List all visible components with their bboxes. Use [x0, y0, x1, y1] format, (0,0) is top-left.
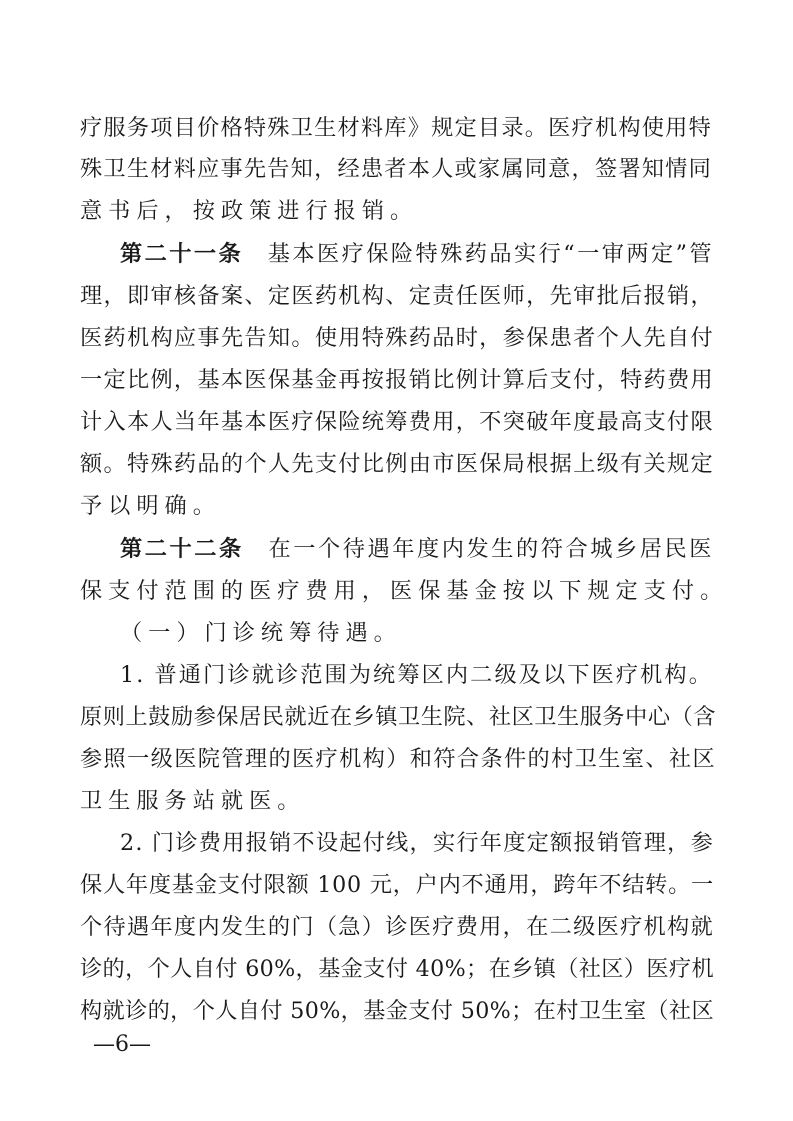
line-text: 个待遇年度内发生的门（急）诊医疗费用，在二级医疗机构就 [80, 914, 714, 940]
line-text: 卫生服务站就医。 [80, 788, 306, 814]
line-text: 原则上鼓励参保居民就近在乡镇卫生院、社区卫生服务中心（含 [80, 704, 716, 730]
text-line [80, 741, 716, 777]
line-text: 殊卫生材料应事先告知，经患者本人或家属同意，签署知情同 [80, 156, 712, 182]
text-line [80, 488, 221, 524]
text-line [120, 657, 713, 693]
line-text: 保支付范围的医疗费用，医保基金按以下规定支付。 [80, 578, 729, 604]
line-text: 意书后，按政策进行报销。 [80, 198, 419, 224]
line-text: 予以明确。 [80, 493, 221, 519]
text-line [80, 573, 728, 609]
article-heading: 第二十一条 [120, 241, 244, 267]
text-line [120, 825, 714, 861]
line-text: 一定比例，基本医保基金再按报销比例计算后支付，特药费用 [80, 367, 714, 393]
line-text: 构就诊的，个人自付 50%，基金支付 50%；在村卫生室（社区 [80, 998, 714, 1024]
text-line [80, 110, 712, 146]
text-line [80, 320, 714, 356]
text-line [80, 446, 714, 482]
line-text: 基本医疗保险特殊药品实行“一审两定”管 [243, 241, 715, 267]
line-text: （一）门诊统筹待遇。 [120, 620, 402, 646]
line-text: 计入本人当年基本医疗保险统筹费用，不突破年度最高支付限 [80, 409, 714, 435]
text-line [80, 404, 714, 440]
line-text: 疗服务项目价格特殊卫生材料库》规定目录。医疗机构使用特 [80, 115, 712, 141]
text-line [80, 151, 712, 187]
line-text: 医药机构应事先告知。使用特殊药品时，参保患者个人先自付 [80, 325, 714, 351]
text-line [80, 699, 716, 735]
line-text: 参照一级医院管理的医疗机构）和符合条件的村卫生室、社区 [80, 746, 716, 772]
text-line [120, 236, 714, 272]
text-line [80, 867, 714, 903]
text-line [120, 531, 714, 567]
line-text: 理，即审核备案、定医药机构、定责任医师，先审批后报销， [80, 283, 714, 309]
text-line [80, 783, 306, 819]
line-text: 2. 门诊费用报销不设起付线，实行年度定额报销管理，参 [120, 830, 714, 856]
line-text: 1. 普通门诊就诊范围为统筹区内二级及以下医疗机构。 [120, 662, 713, 688]
article-heading: 第二十二条 [120, 536, 244, 562]
text-line [80, 909, 714, 945]
line-text: 额。特殊药品的个人先支付比例由市医保局根据上级有关规定 [80, 451, 714, 477]
page-number: —6— [93, 1032, 151, 1057]
text-line [80, 362, 714, 398]
text-line [120, 615, 402, 651]
text-line [80, 951, 714, 987]
line-text: 保人年度基金支付限额 100 元，户内不通用，跨年不结转。一 [80, 872, 714, 898]
line-text: 在一个待遇年度内发生的符合城乡居民医 [243, 536, 714, 562]
line-text: 诊的，个人自付 60%，基金支付 40%；在乡镇（社区）医疗机 [80, 956, 714, 982]
text-line [80, 278, 714, 314]
text-line [80, 993, 714, 1029]
text-line [80, 193, 418, 229]
